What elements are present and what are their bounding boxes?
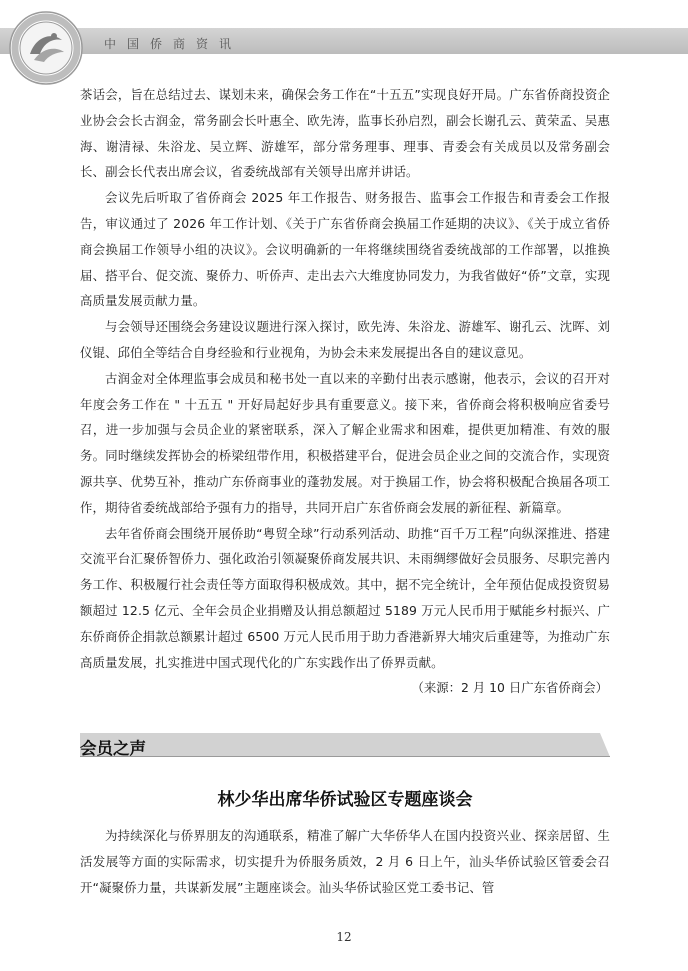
paragraph: 茶话会，旨在总结过去、谋划未来，确保会务工作在“十五五”实现良好开局。广东省侨商投资企业协会会长古润金，常务副会长叶惠全、欧先涛，监事长孙启烈，副会长谢孔云、黄荣孟、吴惠海、谢清禄、朱浴龙、吴立辉、游雄军，部分常务理事、理事、青委会有关成员以及常务副会长、副会长代表出席会议，省委统战部有关领导出席并讲话。: [80, 87, 610, 180]
logo-icon: [8, 10, 84, 86]
page-number: 12: [336, 930, 352, 944]
header-title: 中国侨商资讯: [104, 37, 243, 51]
article-source: （来源：2 月 10 日广东省侨商会）: [411, 680, 608, 696]
paragraph: 会议先后听取了省侨商会 2025 年工作报告、财务报告、监事会工作报告和青委会工作报告，审议通过了 2026 年工作计划、《关于广东省侨商会换届工作延期的决议》、《关于成立省侨商会换届工作领导小组的决议》。会议明确新的一年将继续围绕省委统战部的工作部署，以推换届、搭平台、促交流、聚侨力、听侨声、走出去六大维度协同发力，为我省做好“侨”文章，实现高质量发展贡献力量。: [80, 190, 610, 309]
paragraph: 与会领导还围绕会务建设议题进行深入探讨，欧先涛、朱浴龙、游雄军、谢孔云、沈晖、刘仪锟、邱伯全等结合自身经验和行业视角，为协会未来发展提出各自的建议意见。: [80, 319, 610, 360]
article-body: [80, 82, 610, 701]
paragraph: 去年省侨商会围绕开展侨助“粤贸全球”行动系列活动、助推“百千万工程”向纵深推进、搭建交流平台汇聚侨智侨力、强化政治引领凝聚侨商发展共识、未雨绸缪做好会员服务、尽职完善内务工作、积极履行社会责任等方面取得积极成效。其中，据不完全统计，全年预估促成投资贸易额超过 12.5 亿元、全年会员企业捐赠及认捐总额超过 5189 万元人民币用于赋能乡村振兴、广东侨商侨企捐款总额累计超过 6500 万元人民币用于助力香港新界大埔灾后重建等，为推动广东高质量发展，扎实推进中国式现代化的广东实践作出了侨界贡献。: [80, 525, 610, 670]
paragraph: 为持续深化与侨界朋友的沟通联系，精准了解广大华侨华人在国内投资兴业、探亲居留、生活发展等方面的实际需求，切实提升为侨服务质效，2 月 6 日上午，汕头华侨试验区管委会召开“凝聚侨力量，共谋新发展”主题座谈会。汕头华侨试验区党工委书记、管: [80, 828, 610, 895]
section-bar: [80, 733, 610, 757]
section-title: 会员之声: [80, 739, 146, 758]
paragraph: 古润金对全体理监事会成员和秘书处一直以来的辛勤付出表示感谢，他表示，会议的召开对年度会务工作在 " 十五五 " 开好局起好步具有重要意义。接下来，省侨商会将积极响应省委号召，进一步加强与会员企业的紧密联系，深入了解企业需求和困难，提供更加精准、有效的服务。同时继续发挥协会的桥梁纽带作用，积极搭建平台，促进会员企业之间的交流合作，实现资源共享、优势互补，推动广东侨商事业的蓬勃发展。对于换届工作，协会将积极配合换届各项工作，期待省委统战部给予强有力的指导，共同开启广东省侨商会发展的新征程、新篇章。: [80, 370, 610, 515]
article-title: 林少华出席华侨试验区专题座谈会: [217, 790, 473, 810]
article-body-2: [80, 823, 610, 900]
